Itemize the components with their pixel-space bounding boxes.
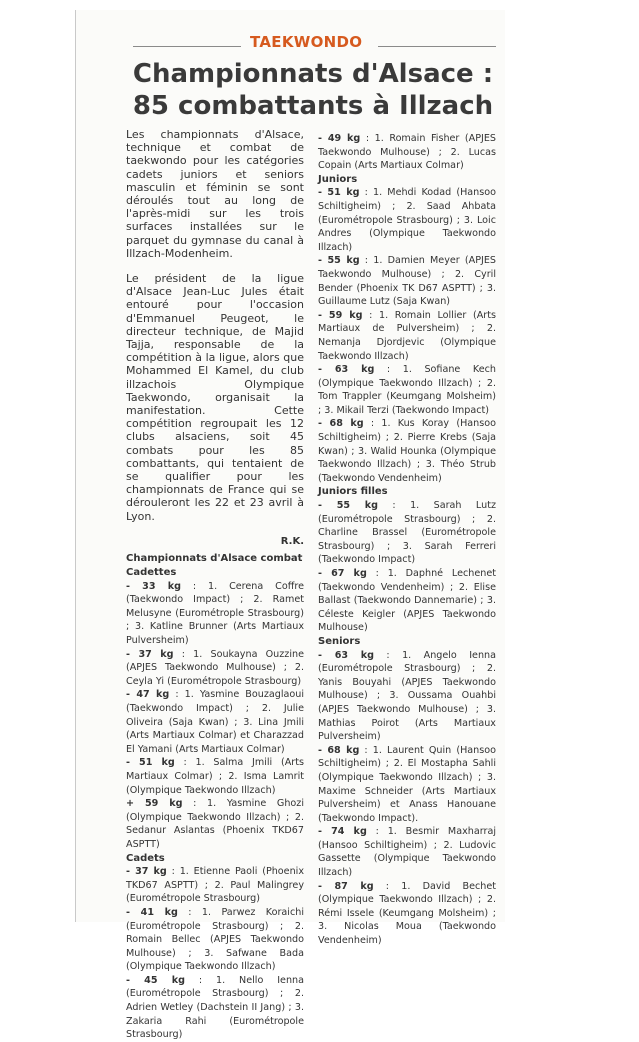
kicker-rule-left <box>133 46 241 47</box>
result-entry: - 51 kg : 1. Salma Jmili (Arts Martiaux Colmar) ; 2. Isma Lamrit (Olympique Taekwondo Illzach) <box>126 757 304 796</box>
headline-line-1: Championnats d'Alsace : <box>132 59 494 89</box>
result-entry: - 63 kg : 1. Angelo Ienna (Eurométropole Strasbourg) ; 2. Yanis Bouyahi (APJES Taekwondo Mulhouse) ; 3. Oussama Ouahbi (APJES Taekwondo Mulhouse) ; 3. Mathias Poirot (Arts Martiaux Pulversheim) <box>318 649 496 743</box>
section-kicker: TAEKWONDO <box>250 33 363 51</box>
result-entry: - 37 kg : 1. Soukayna Ouzzine (APJES Taekwondo Mulhouse) ; 2. Ceyla Yi (Eurométropole Strasbourg) <box>126 648 304 687</box>
right-column <box>318 132 496 948</box>
article-intro <box>126 128 304 523</box>
left-column <box>126 128 304 1042</box>
article-headline <box>118 58 508 122</box>
result-entry: + 59 kg : 1. Yasmine Ghozi (Olympique Taekwondo Illzach) ; 2. Sedanur Aslantas (Phoenix TKD67 ASPTT) <box>126 798 304 850</box>
results-section-title: Championnats d'Alsace combat <box>126 553 303 565</box>
category-heading: Juniors filles <box>318 486 388 498</box>
category-heading: Seniors <box>318 635 361 647</box>
intro-paragraph-2: Le président de la ligue d'Alsace Jean-Luc Jules était entouré pour l'occasion d'Emmanuel Peugeot, le directeur technique, de Majid Tajja, responsable de la compétition à la ligue, alors que Mohammed El Kamel, du club illzachois Olympique Taekwondo, organisait la manifestation. Cette compétition regroupait les 12 clubs alsaciens, soit 45 combats pour les 85 combattants, qui tentaient de se qualifier pour les championnats de France qui se dérouleront les 22 et 23 avril à Lyon. <box>126 272 304 523</box>
result-entry: - 49 kg : 1. Romain Fisher (APJES Taekwondo Mulhouse) ; 2. Lucas Copain (Arts Martiaux Colmar) <box>318 133 496 172</box>
result-entry: - 63 kg : 1. Sofiane Kech (Olympique Taekwondo Illzach) ; 2. Tom Trappler (Keumgang Molsheim) ; 3. Mikail Terzi (Taekwondo Impact) <box>318 364 496 416</box>
category-heading: Cadettes <box>126 567 177 579</box>
category-heading: Cadets <box>126 852 165 864</box>
result-entry: - 74 kg : 1. Besmir Maxharraj (Hansoo Schiltigheim) ; 2. Ludovic Gassette (Olympique Taekwondo Illzach) <box>318 826 496 879</box>
result-entry: - 87 kg : 1. David Bechet (Olympique Taekwondo Illzach) ; 2. Rémi Issele (Keumgang Molsheim) ; 3. Nicolas Moua (Taekwondo Vendenheim) <box>318 880 496 947</box>
headline-line-2: 85 combattants à Illzach <box>132 91 494 121</box>
result-entry: - 68 kg : 1. Kus Koray (Hansoo Schiltigheim) ; 2. Pierre Krebs (Saja Kwan) ; 3. Walid Hounka (Olympique Taekwondo Illzach) ; 3. Théo Strub (Taekwondo Vendenheim) <box>318 418 496 484</box>
result-entry: - 45 kg : 1. Nello Ienna (Eurométropole Strasbourg) ; 2. Adrien Wetley (Dachstein II Jang) ; 3. Zakaria Rahi (Eurométropole Strasbourg) <box>126 974 304 1041</box>
result-entry: - 37 kg : 1. Etienne Paoli (Phoenix TKD67 ASPTT) ; 2. Paul Malingrey (Eurométropole Strasbourg) <box>126 866 304 905</box>
clipping-left-edge <box>75 10 76 922</box>
result-entry: - 41 kg : 1. Parwez Koraichi (Eurométropole Strasbourg) ; 2. Romain Bellec (APJES Taekwondo Mulhouse) ; 3. Safwane Bada (Olympique Taekwondo Illzach) <box>126 906 304 973</box>
category-heading: Juniors <box>318 173 358 185</box>
author-signature: R.K. <box>280 535 304 547</box>
result-entry: - 67 kg : 1. Daphné Lechenet (Taekwondo Vendenheim) ; 2. Elise Ballast (Taekwondo Dannemarie) ; 3. Céleste Keigler (APJES Taekwondo Mulhouse) <box>318 568 496 634</box>
result-entry: - 55 kg : 1. Damien Meyer (APJES Taekwondo Mulhouse) ; 2. Cyril Bender (Phoenix TK D67 ASPTT) ; 3. Guillaume Lutz (Saja Kwan) <box>318 255 497 308</box>
result-entry: - 59 kg : 1. Romain Lollier (Arts Martiaux de Pulversheim) ; 2. Nemanja Djordjevic (Olympique Taekwondo Illzach) <box>318 309 497 362</box>
result-entry: - 47 kg : 1. Yasmine Bouzaglaoui (Taekwondo Impact) ; 2. Julie Oliveira (Saja Kwan) ; 3. Lina Jmili (Arts Martiaux Colmar) et Charazzad El Yamani (Arts Martiaux Colmar) <box>126 689 304 755</box>
result-entry: - 68 kg : 1. Laurent Quin (Hansoo Schiltigheim) ; 2. El Mostapha Sahli (Olympique Taekwondo Illzach) ; 3. Maxime Schneider (Arts Martiaux Pulversheim) et Anass Hanouane (Taekwondo Impact). <box>318 744 496 824</box>
result-entry: - 51 kg : 1. Mehdi Kodad (Hansoo Schiltigheim) ; 2. Saad Ahbata (Eurométropole Strasbourg) ; 3. Loic Andres (Olympique Taekwondo Illzach) <box>318 187 497 253</box>
intro-paragraph-1: Les championnats d'Alsace, technique et combat de taekwondo pour les catégories cadets juniors et seniors masculin et féminin se sont déroulés tout au long de l'après-midi sur les trois surfaces installées sur le parquet du gymnase du canal à Illzach-Modenheim. <box>126 128 304 260</box>
result-entry: - 55 kg : 1. Sarah Lutz (Eurométropole Strasbourg) ; 2. Charline Brassel (Eurométropole Strasbourg) ; 3. Sarah Ferreri (Taekwondo Impact) <box>318 500 496 566</box>
result-entry: - 33 kg : 1. Cerena Coffre (Taekwondo Impact) ; 2. Ramet Melusyne (Eurométrople Strasbourg) ; 3. Katline Brunner (Arts Martiaux Pulversheim) <box>126 580 304 647</box>
kicker-rule-right <box>378 46 496 47</box>
